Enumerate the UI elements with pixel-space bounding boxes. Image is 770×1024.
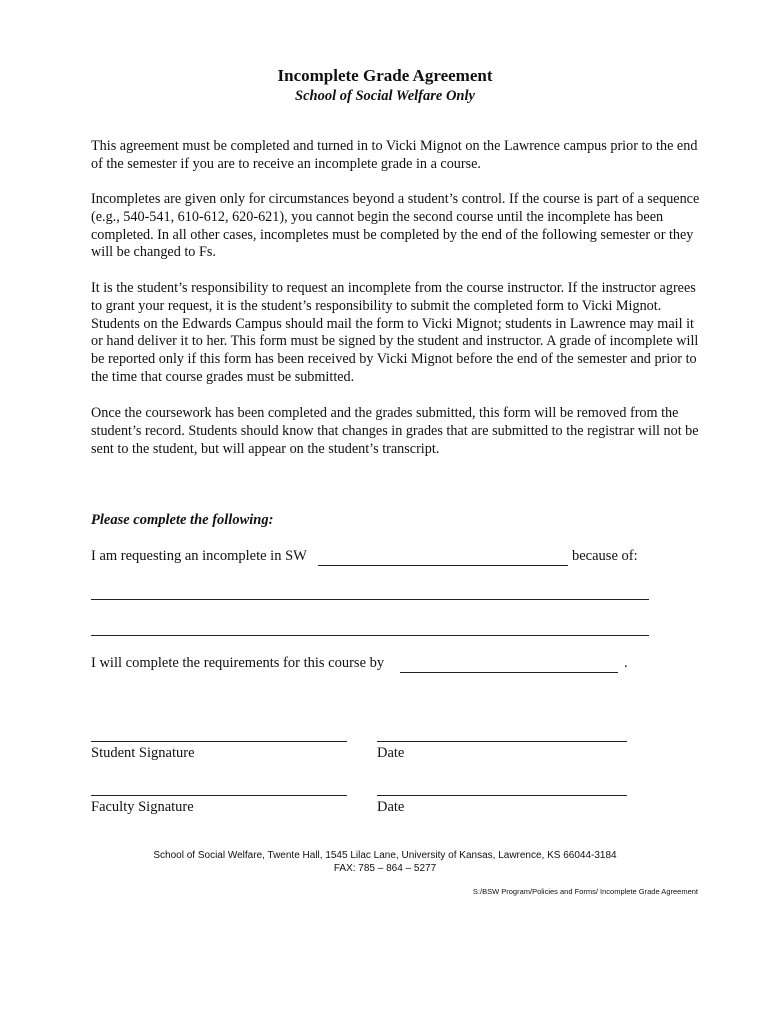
reason-line-1[interactable]	[91, 599, 649, 600]
paragraph-responsibility: It is the student’s responsibility to request an incomplete from the course instructor. If the instructor agrees to grant your request, it is the student’s responsibility to submit the completed form to Vicki Mignot. Students on the Edwards Campus should mail the form to Vicki Mignot; students in Lawrence may mail it or hand deliver it to her. This form must be signed by the student and instructor. A grade of incomplete will be reported only if this form has been received by Vicki Mignot before the end of the semester and prior to the time that course grades must be submitted.	[91, 280, 699, 385]
footer-address-block	[0, 849, 770, 875]
form-prompt: Please complete the following:	[91, 512, 274, 528]
course-number-field[interactable]	[318, 565, 568, 566]
completion-label: I will complete the requirements for this course by	[91, 655, 385, 671]
paragraph-submission: This agreement must be completed and turned in to Vicki Mignot on the Lawrence campus prior to the end of the semester if you are to receive an incomplete grade in a course.	[91, 138, 698, 172]
student-signature-label: Student Signature	[91, 745, 195, 761]
footer-address: School of Social Welfare, Twente Hall, 1545 Lilac Lane, University of Kansas, Lawrence, KS 66044-3184	[153, 850, 617, 861]
completion-date-field[interactable]	[400, 672, 618, 673]
footer-file-path: S:/BSW Program/Policies and Forms/ Incomplete Grade Agreement	[472, 887, 698, 896]
reason-line-2[interactable]	[91, 635, 649, 636]
faculty-date-field[interactable]	[377, 795, 627, 796]
request-label: I am requesting an incomplete in SW	[91, 548, 307, 564]
student-signature-field[interactable]	[91, 741, 347, 742]
faculty-signature-label: Faculty Signature	[91, 799, 194, 815]
faculty-date-label: Date	[377, 799, 405, 815]
request-reason-label: because of:	[572, 548, 638, 564]
faculty-signature-field[interactable]	[91, 795, 347, 796]
student-date-field[interactable]	[377, 741, 627, 742]
paragraph-circumstances: Incompletes are given only for circumstances beyond a student’s control. If the course is part of a sequence (e.g., 540-541, 610-612, 620-621), you cannot begin the second course until the incomplete has been completed. In all other cases, incompletes must be completed by the end of the following semester or they will be changed to Fs.	[91, 191, 700, 261]
page-subtitle: School of Social Welfare Only	[295, 88, 475, 104]
student-date-label: Date	[377, 745, 405, 761]
completion-period: .	[624, 655, 628, 671]
footer-fax: FAX: 785 – 864 – 5277	[333, 863, 437, 874]
page-title: Incomplete Grade Agreement	[277, 66, 493, 85]
paragraph-record: Once the coursework has been completed and the grades submitted, this form will be removed from the student’s record. Students should know that changes in grades that are submitted to the registrar will not be sent to the student, but will appear on the student’s transcript.	[91, 405, 699, 457]
